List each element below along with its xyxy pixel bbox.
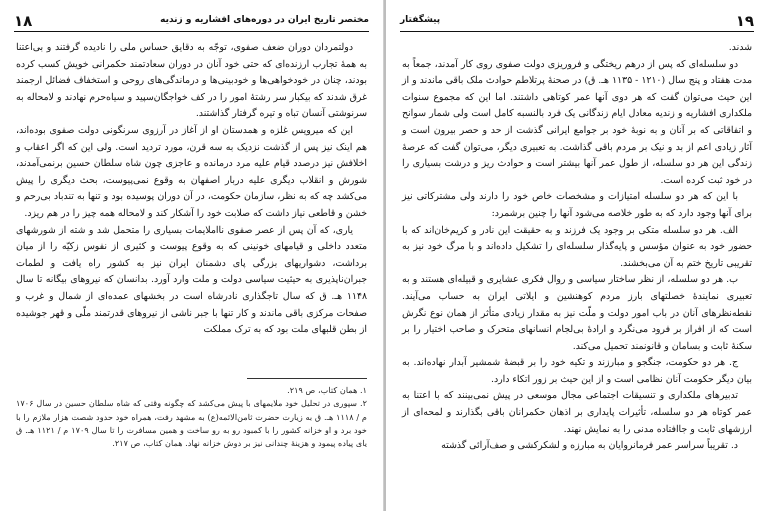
- right-paragraph: ب. هر دو سلسله، از نظر ساختار سیاسی و روال فکری عشایری و قبیله‌ای هستند و به تعبیری نمایندهٔ خصلتهای بارز مردم کوهنشین و ایلاتی ایران به حساب می‌آیند. نقطه‌نظرهای آنان در باب امور دولت و ملّت نیز به مقدار زیادی متأثر از همان نوع نگرش است که از افراز بر فرود می‌نگرد و ارادهٔ بی‌لجام انسانهای متحرک و صاحب اختیار را بر سکنهٔ ثابت و بسامان و قانونمند تحمیل می‌کند.: [402, 274, 752, 352]
- left-page-number: ۱۸: [14, 12, 33, 30]
- left-footnotes: [16, 384, 367, 450]
- right-paragraph: تدبیرهای ملکداری و تنسیقات اجتماعی مجال موسعی در پیش نمی‌بینند که با اعتنا به عمر کوتاه هر دو سلسله، تأثیرات پایداری بر اذهان حکمرانان باقی بگذارند و لمحه‌ای از ارزشهای ثابت و جاافتاده مدنی را به نمایش نهند.: [402, 390, 752, 435]
- right-running-title: پیشگفتار: [400, 15, 441, 25]
- left-paragraph: این که میرویس غلزه و همدستان او از آغاز در آرزوی سرنگونی دولت صفوی بوده‌اند، هم اینک نیز پس از گذشت نزدیک به سه قرن، مورد تردید است. ولی این که اگر اعقاب و اخلافش نیز درصدد قیام علیه مرد درمانده و عاجزی چون شاه سلطان حسین برنمی‌آمدند، شورش و انقلاب دیگری علیه دربار اصفهان به وقوع نمی‌پیوست، بحث دیگری را پیش می‌کشد چه که به نظر، سازمان حکومت، در آن دوران پوسیده بود و تنها به تندباد بی‌رحم و خشن و قاطعی نیاز داشت که صلابت خود را آشکار کند و لامحاله همه چیز را در هم ریزد.: [16, 124, 367, 219]
- right-paragraph: دو سلسله‌ای که پس از درهم ریختگی و فروریزی دولت صفوی روی کار آمدند، جمعاً به مدت هفتاد و پنج سال (۱۲۱۰ - ۱۱۳۵ هـ. ق) در صحنهٔ پرتلاطم حوادث ملک باقی ماندند و از این حیث می‌توان گفت که هر دوی آنها عمر کوتاهی داشتند. اما این که مجموع سنوات ملکداری افشاریه و زندیه معادل ایام زندگانی یک فرد بالنسبه کامل است ولی شمار سوانح و اتفاقاتی که بر آنان و به نوبهٔ خود بر جوامع ایرانی گذشت از حد و حصر بیرون است و آثار زیادی اعم از بد و نیک بر مردم باقی گذاشت. به تعبیری دیگر، می‌توان گفت که عرصهٔ زندگی این هر دو سلسله، از طول عمر آنها بیشتر است و حوادث ریز و درشت بسیاری را در خود ثبت کرده است.: [402, 58, 752, 186]
- footnote: ۱. همان کتاب، ص ۲۱۹.: [287, 385, 367, 395]
- right-paragraph: ج. هر دو حکومت، جنگجو و مبارزند و تکیه خود را بر قبضهٔ شمشیر آبدار نهاده‌اند. به بیان دیگر حکومت آنان نظامی است و از این حیث بر زور اتکاء دارد.: [402, 357, 752, 385]
- footnote-separator: [247, 378, 367, 379]
- left-paragraph: دولتمردان دوران ضعف صفوی، توجّه به دقایق حساس ملی را نادیده گرفتند و بی‌اعتنا به همهٔ تجارب ارزنده‌ای که حتی خود آنان در دوران سعادتمند حکمرانی خویش کسب کرده بودند، چنان در خودخواهی‌ها و خودبینی‌ها و درماندگی‌های روحی و استخفاف فضائل ارجمند غرق شدند که بیکبار سر رشتهٔ امور را در کف خواجگان‌سپید و سیاه‌حرم نهادند و لامحاله به سرنوشتی آنسان تباه و تیره گرفتار گذاشتند.: [16, 42, 367, 120]
- right-paragraph: الف. هر دو سلسله متکی بر وجود یک فرزند و به حقیقت این نادر و کریم‌خان‌اند که با حضور خود به عنوان مؤسس و پایه‌گذار سلسله‌ای را تشکیل داده‌اند و با مرگ خود نیز به تقریبی تاریخ ختم به آن می‌بخشند.: [402, 224, 752, 269]
- footnote: ۲. سپوری در تحلیل خود ملایمهای با پیش می‌کشد که چگونه وقتی که شاه سلطان حسین در سال ۱۷۰۶ م / ۱۱۱۸ هـ. ق به زیارت حضرت ثامن‌الائمه(ع) به مشهد رفت، همراه خود حدود شصت هزار ملازم را با خود برد و او خزانه کشور را با کمبود رو به رو ساخت و همین مسافرت را تا سال ۱۷۰۹ م / ۱۱۲۱ هـ. ق یای پیاده پیمود و هزینهٔ چندانی نیز بر دوش خزانه نهاد. همان کتاب، ص ۲۱۷.: [16, 398, 367, 449]
- right-paragraph: د. تقریباً سراسر عمر فرمانروایان به مبارزه و لشکرکشی و صف‌آرائی گذشته: [441, 440, 738, 452]
- left-page-header: [14, 12, 369, 32]
- left-page-body: [16, 40, 367, 339]
- left-running-title: مختصر تاریخ ایران در دوره‌های افشاریه و زندیه: [160, 15, 369, 25]
- right-paragraph: شدند.: [728, 42, 752, 53]
- left-paragraph: یاری، که آن پس از عصر صفوی نااملایمات بسیاری را متحمل شد و شته از شورشهای متعدد داخلی و قیامهای خونینی که به وقوع پیوست و کثیری از نفوس زکیّه را از میان برداشت، دشواریهای بزرگی پای دشمنان ایران نیز به کشور راه یافت و لطمات جبران‌ناپذیری به حیثیت سیاسی دولت و ملت وارد آورد. بدانسان که نیروهای بیگانه تا سال ۱۱۴۸ هـ. ق که سال تاجگذاری نادرشاه است در بخشهای عمده‌ای از شمال و غرب و صفحات مرکزی باقی ماندند و کار تنها با جبر ناشی از نیروهای قدرتمند ملّی و قهر جوشیده از بطن قلبهای ملت بود که به ترک مملکت: [16, 224, 367, 336]
- right-page-header: [400, 12, 754, 32]
- right-paragraph: با این که هر دو سلسله امتیازات و مشخصات خاص خود را دارند ولی مشترکاتی نیز برای آنها وجود دارد که به طور خلاصه می‌شود آنها را چنین برشمرد:: [402, 191, 752, 219]
- right-book-page: [386, 0, 768, 511]
- right-header-rule: [400, 31, 754, 32]
- left-header-rule: [14, 31, 369, 32]
- right-page-number: ۱۹: [735, 12, 754, 30]
- right-page-body: [402, 40, 752, 455]
